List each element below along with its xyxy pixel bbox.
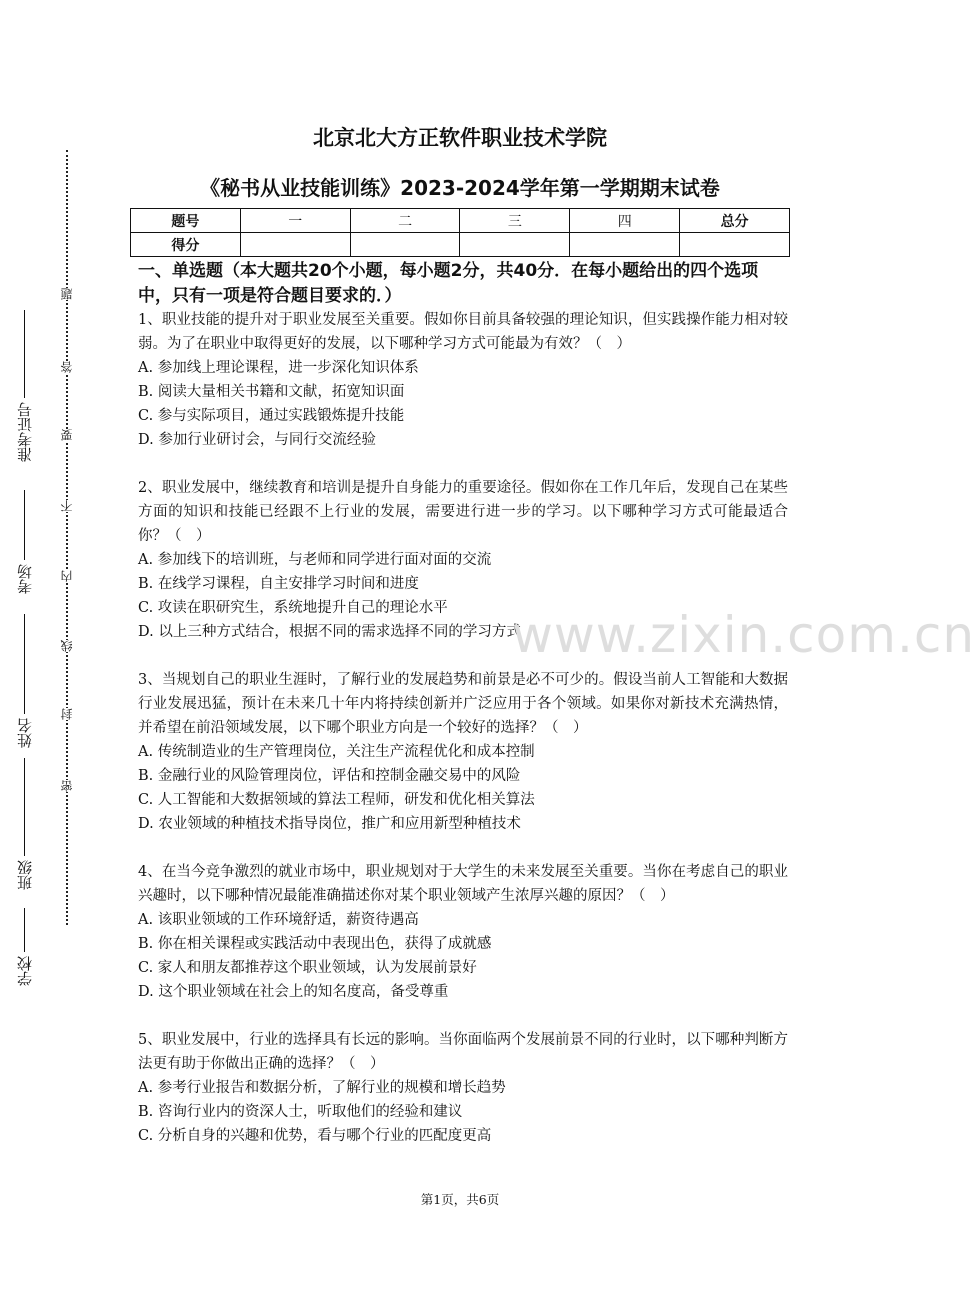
question-5 (138, 1028, 788, 1148)
score-blank-cell (570, 233, 680, 257)
question-stem: 5、职业发展中，行业的选择具有长远的影响。当你面临两个发展前景不同的行业时，以下哪种判断方法更有助于你做出正确的选择？（ ） (138, 1032, 788, 1072)
option-b: B. 金融行业的风险管理岗位，评估和控制金融交易中的风险 (138, 768, 521, 784)
option-c: C. 人工智能和大数据领域的算法工程师，研发和优化相关算法 (138, 792, 535, 808)
score-table-cell: 二 (350, 209, 460, 233)
score-table-cell: 得分 (131, 233, 241, 257)
score-table (130, 208, 790, 257)
seal-char: 密 (60, 780, 74, 792)
option-c: C. 分析自身的兴趣和优势，看与哪个行业的匹配度更高 (138, 1128, 492, 1144)
score-table-cell: 三 (460, 209, 570, 233)
margin-field-exam-number: 准考证号 (14, 310, 35, 462)
watermark: www.zixin.com.cn (512, 606, 975, 664)
score-blank-cell (240, 233, 350, 257)
option-b: B. 咨询行业内的资深人士，听取他们的经验和建议 (138, 1104, 463, 1120)
section-heading: 一、单选题（本大题共20个小题，每小题2分，共40分．在每小题给出的四个选项中，只有一项是符合题目要求的．） (138, 261, 759, 306)
option-a: A. 参加线下的培训班，与老师和同学进行面对面的交流 (138, 552, 492, 568)
seal-line (66, 150, 68, 925)
option-b: B. 阅读大量相关书籍和文献，拓宽知识面 (138, 384, 405, 400)
option-a: A. 参考行业报告和数据分析，了解行业的规模和增长趋势 (138, 1080, 506, 1096)
option-d: D. 农业领域的种植技术指导岗位，推广和应用新型种植技术 (138, 816, 521, 832)
option-d: D. 这个职业领域在社会上的知名度高，备受尊重 (138, 984, 449, 1000)
question-stem: 4、在当今竞争激烈的就业市场中，职业规划对于大学生的未来发展至关重要。当你在考虑自己的职业兴趣时，以下哪种情况最能准确描述你对某个职业领域产生浓厚兴趣的原因？（ ） (138, 864, 788, 904)
question-stem: 2、职业发展中，继续教育和培训是提升自身能力的重要途径。假如你在工作几年后，发现自己在某些方面的知识和技能已经跟不上行业的发展，需要进行进一步的学习。以下哪种学习方式可能最适合你？（ ） (138, 480, 788, 544)
option-c: C. 攻读在职研究生，系统地提升自己的理论水平 (138, 600, 448, 616)
option-c: C. 家人和朋友都推荐这个职业领域，认为发展前景好 (138, 960, 477, 976)
score-table-score-row (131, 233, 790, 257)
seal-char: 封 (60, 708, 74, 720)
question-list (138, 308, 788, 1172)
question-3 (138, 668, 788, 836)
option-d: D. 参加行业研讨会，与同行交流经验 (138, 432, 376, 448)
question-stem: 3、当规划自己的职业生涯时，了解行业的发展趋势和前景是必不可少的。假设当前人工智能和大数据行业发展迅猛，预计在未来几十年内将持续创新并广泛应用于各个领域。如果你对新技术充满热情，并希望在前沿领域发展，以下哪个职业方向是一个较好的选择？（ ） (138, 672, 788, 736)
question-4 (138, 860, 788, 1004)
school-title: 北京北大方正软件职业技术学院 (313, 126, 607, 150)
score-blank-cell (350, 233, 460, 257)
margin-field-class: 班级 (14, 758, 35, 890)
seal-char: 内 (60, 570, 74, 582)
seal-char: 答 (60, 361, 74, 373)
seal-char: 线 (60, 640, 74, 652)
option-b: B. 在线学习课程，自主安排学习时间和进度 (138, 576, 419, 592)
seal-char: 要 (60, 429, 74, 441)
score-blank-cell (680, 233, 790, 257)
page-footer: 第1页，共6页 (420, 1192, 500, 1207)
option-a: A. 传统制造业的生产管理岗位，关注生产流程优化和成本控制 (138, 744, 535, 760)
question-1 (138, 308, 788, 452)
seal-char: 题 (60, 288, 74, 300)
option-a: A. 该职业领域的工作环境舒适，薪资待遇高 (138, 912, 419, 928)
option-c: C. 参与实际项目，通过实践锻炼提升技能 (138, 408, 405, 424)
score-table-cell: 题号 (131, 209, 241, 233)
margin-field-name: 姓名 (14, 614, 35, 748)
margin-field-exam-room: 考场 (14, 490, 35, 594)
score-table-cell: 一 (240, 209, 350, 233)
exam-title: 《秘书从业技能训练》2023-2024学年第一学期期末试卷 (200, 176, 720, 200)
seal-char: 不 (60, 500, 74, 512)
margin-field-school: 学校 (14, 908, 35, 986)
score-blank-cell (460, 233, 570, 257)
option-b: B. 你在相关课程或实践活动中表现出色，获得了成就感 (138, 936, 492, 952)
question-stem: 1、职业技能的提升对于职业发展至关重要。假如你目前具备较强的理论知识，但实践操作能力相对较弱。为了在职业中取得更好的发展，以下哪种学习方式可能最为有效？（ ） (138, 312, 788, 352)
option-a: A. 参加线上理论课程，进一步深化知识体系 (138, 360, 419, 376)
option-d: D. 以上三种方式结合，根据不同的需求选择不同的学习方式 (138, 624, 521, 640)
score-table-cell: 总分 (680, 209, 790, 233)
score-table-header-row (131, 209, 790, 233)
score-table-cell: 四 (570, 209, 680, 233)
